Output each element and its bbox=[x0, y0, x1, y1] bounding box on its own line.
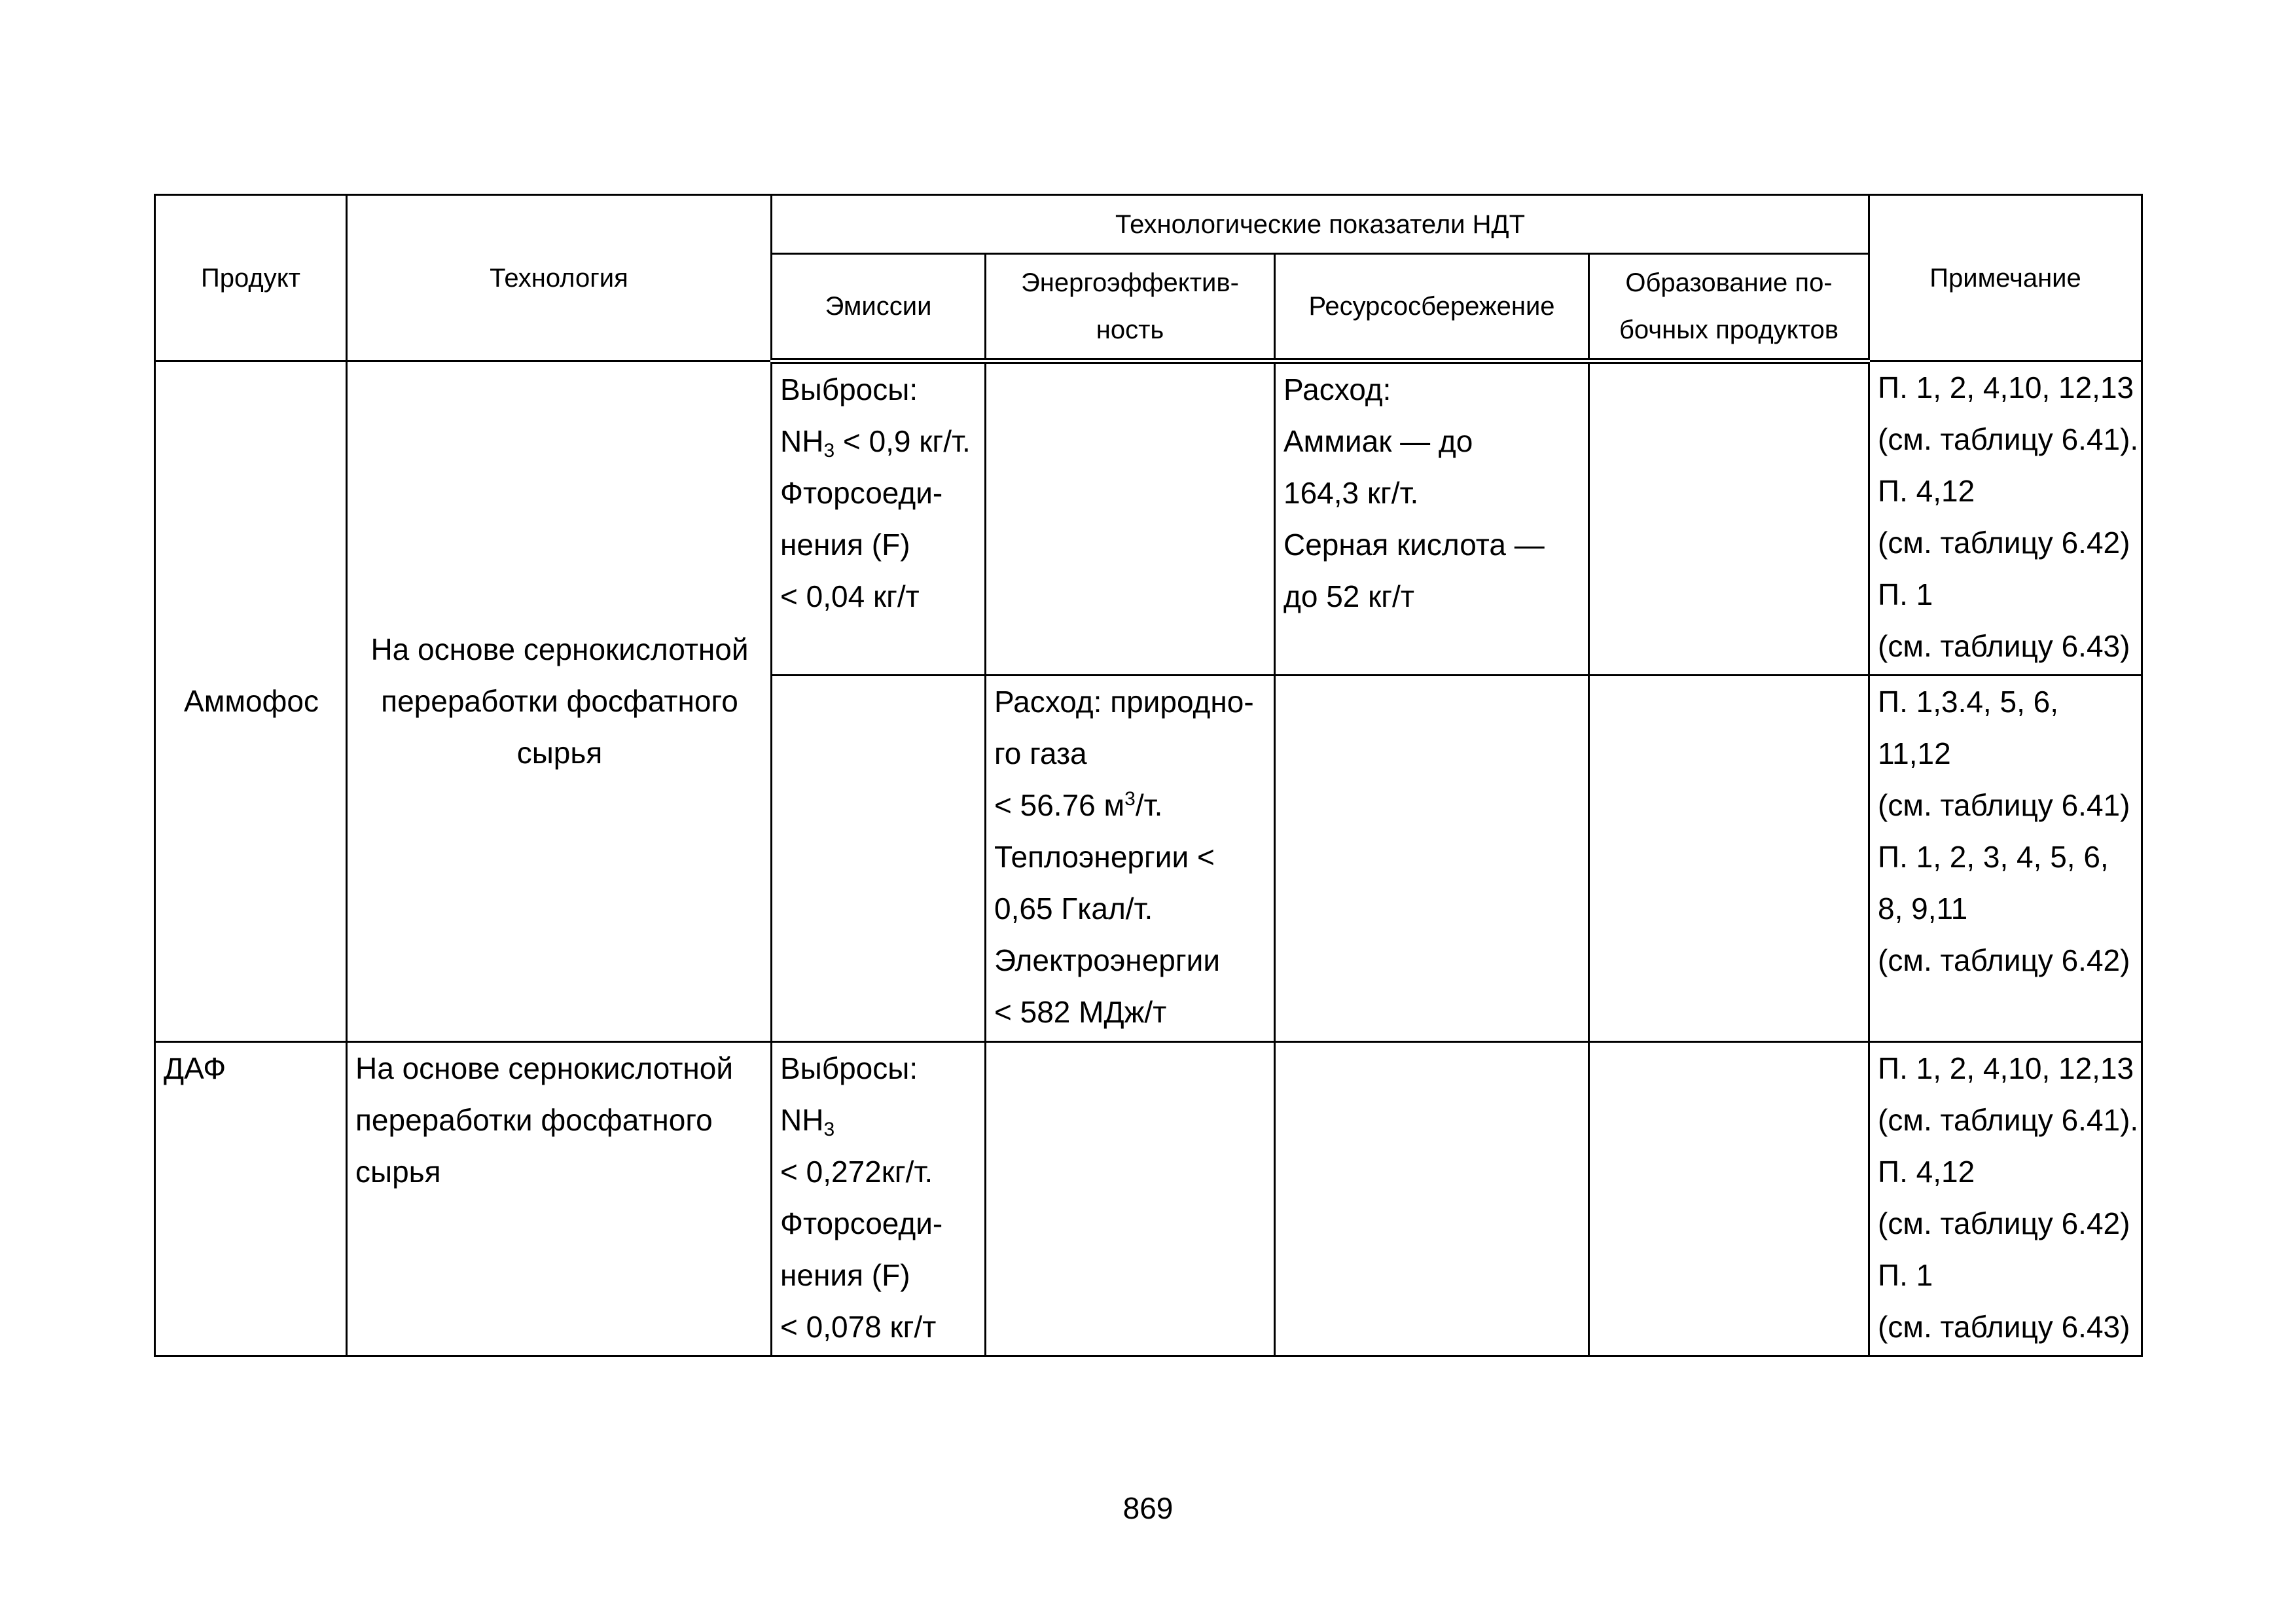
table-row-ammofos-a bbox=[155, 361, 2142, 676]
header-resource-saving: Ресурсосбережение bbox=[1275, 254, 1589, 361]
byproducts-cell-ammofos-b bbox=[1589, 676, 1869, 1042]
table-row-daf bbox=[155, 1042, 2142, 1356]
product-cell-daf: ДАФ bbox=[155, 1042, 347, 1356]
note-cell-ammofos-a: П. 1, 2, 4,10, 12,13 (см. таблицу 6.41). П. 4,12 (см. таблицу 6.42) П. 1 (см. таблицу 6.43) bbox=[1869, 361, 2142, 676]
note-cell-daf: П. 1, 2, 4,10, 12,13 (см. таблицу 6.41). П. 4,12 (см. таблицу 6.42) П. 1 (см. таблицу 6.43) bbox=[1869, 1042, 2142, 1356]
ndt-indicators-table bbox=[154, 194, 2143, 1357]
resources-cell-daf bbox=[1275, 1042, 1589, 1356]
resources-cell-ammofos-b bbox=[1275, 676, 1589, 1042]
header-ndt-indicators: Технологические показатели НДТ bbox=[772, 195, 1869, 254]
header-note: Примечание bbox=[1869, 195, 2142, 361]
byproducts-cell-ammofos-a bbox=[1589, 361, 1869, 676]
energy-cell-daf bbox=[986, 1042, 1275, 1356]
header-product: Продукт bbox=[155, 195, 347, 361]
technology-cell-ammofos: На основе сернокислотной переработки фосфатного сырья bbox=[347, 361, 772, 1042]
energy-cell-ammofos-a bbox=[986, 361, 1275, 676]
header-byproducts: Образование по- бочных продуктов bbox=[1589, 254, 1869, 361]
product-cell-ammofos: Аммофос bbox=[155, 361, 347, 1042]
header-energy-efficiency: Энергоэффектив- ность bbox=[986, 254, 1275, 361]
energy-cell-ammofos: Расход: природно- го газа < 56.76 $м^3/т$. Теплоэнергии < 0,65 Гкал/т. Электроэнергии < 582 МДж/т bbox=[986, 676, 1275, 1042]
byproducts-cell-daf bbox=[1589, 1042, 1869, 1356]
header-emissions: Эмиссии bbox=[772, 254, 986, 361]
emissions-cell-ammofos-b bbox=[772, 676, 986, 1042]
header-technology: Технология bbox=[347, 195, 772, 361]
note-cell-ammofos-b: П. 1,3.4, 5, 6, 11,12 (см. таблицу 6.41) П. 1, 2, 3, 4, 5, 6, 8, 9,11 (см. таблицу 6.42) bbox=[1869, 676, 2142, 1042]
resources-cell-ammofos: Расход: Аммиак — до 164,3 кг/т. Серная кислота — до 52 кг/т bbox=[1275, 361, 1589, 676]
emissions-cell-ammofos: Выбросы: $NH_3 < 0,9$ кг/т. Фторсоеди- нения (F) < 0,04 кг/т bbox=[772, 361, 986, 676]
page-number: 869 bbox=[1122, 1491, 1174, 1525]
emissions-cell-daf: Выбросы: $NH_3$ < 0,272кг/т. Фторсоеди- нения (F) < 0,078 кг/т bbox=[772, 1042, 986, 1356]
technology-cell-daf: На основе сернокислотной переработки фосфатного сырья bbox=[347, 1042, 772, 1356]
